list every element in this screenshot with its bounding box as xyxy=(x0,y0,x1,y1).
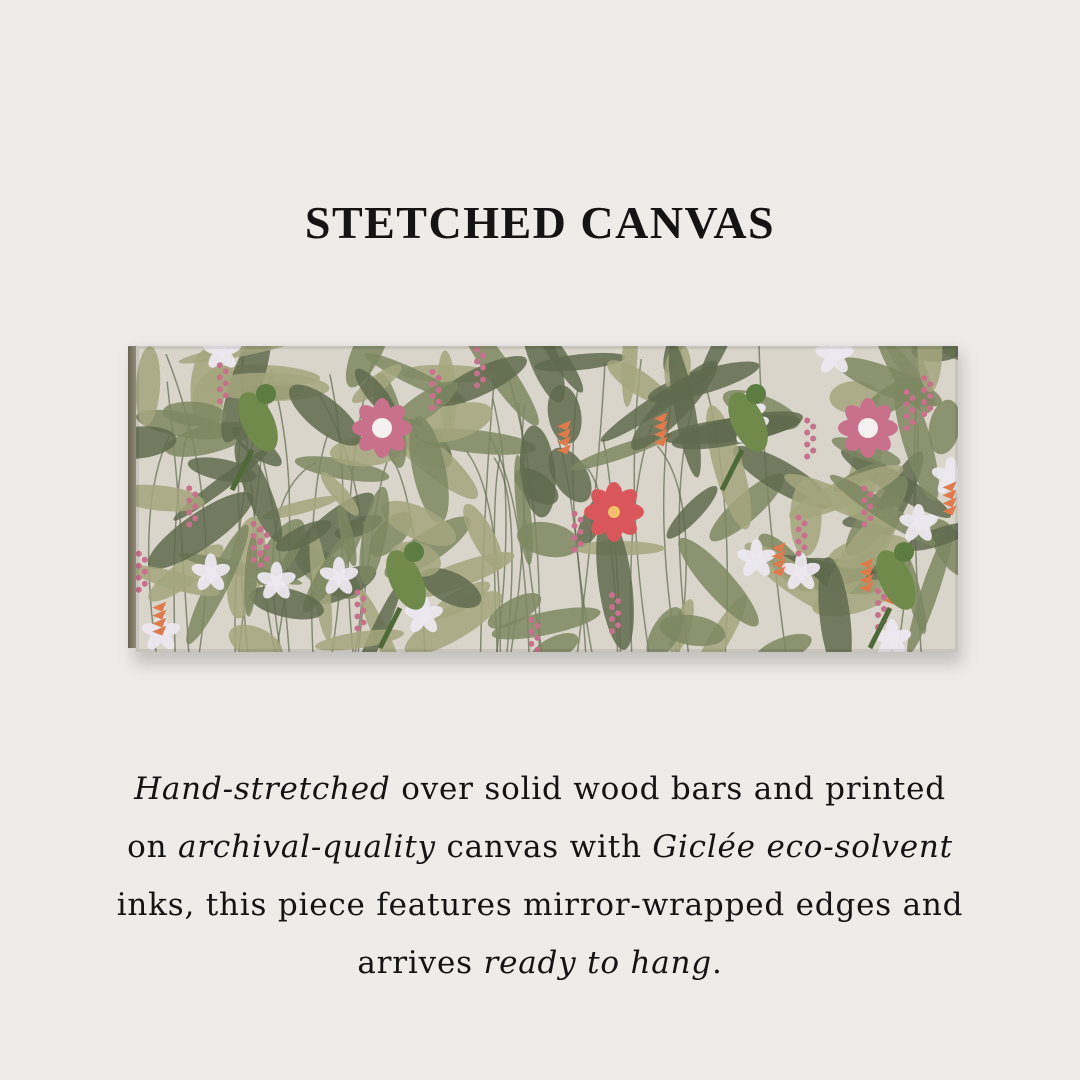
pink-flower-bud xyxy=(192,491,198,497)
pink-flower-bud xyxy=(875,588,881,594)
pink-flower-bud xyxy=(142,569,148,575)
pink-flower-bud xyxy=(802,521,808,527)
pink-flower-bud xyxy=(360,607,366,613)
pink-flower-bud xyxy=(251,533,257,539)
pink-flower-bud xyxy=(186,485,192,491)
pink-flower-bud xyxy=(217,362,223,368)
pink-flower-bud xyxy=(867,515,873,521)
pink-flower-bud xyxy=(921,387,927,393)
pink-flower-bud xyxy=(436,399,442,405)
pink-flower-bud xyxy=(615,610,621,616)
botanical-pattern-artwork xyxy=(136,346,958,652)
pink-flower-bud xyxy=(804,429,810,435)
pink-flower-bud xyxy=(810,447,816,453)
pink-flower-bud xyxy=(258,562,264,568)
pink-flower-bud xyxy=(609,604,615,610)
pink-flower-bud xyxy=(615,622,621,628)
pink-flower-bud xyxy=(258,550,264,556)
pink-flower-bud xyxy=(217,386,223,392)
pink-flower-bud xyxy=(910,419,916,425)
pink-flower-bud xyxy=(474,371,480,377)
pink-flower-bud xyxy=(436,387,442,393)
pink-flower-bud xyxy=(904,425,910,431)
pink-flower-bud xyxy=(861,497,867,503)
pink-flower-bud xyxy=(927,405,933,411)
pink-flower-bud xyxy=(186,497,192,503)
pink-flower-bud xyxy=(578,529,584,535)
pink-flower-bud xyxy=(609,628,615,634)
pink-flower-bud xyxy=(217,374,223,380)
pink-flower-bud xyxy=(804,453,810,459)
pink-flower-bud xyxy=(480,377,486,383)
description-emphasis-archival: archival-quality xyxy=(178,829,436,865)
pink-flower-bud xyxy=(810,423,816,429)
parrot-head xyxy=(404,542,424,562)
pink-flower-bud xyxy=(474,359,480,365)
flower-center xyxy=(372,418,392,438)
pink-flower-bud xyxy=(354,589,360,595)
pink-flower-bud xyxy=(251,557,257,563)
page-title: STETCHED CANVAS xyxy=(304,197,776,248)
product-description xyxy=(90,760,990,992)
pink-flower-bud xyxy=(354,601,360,607)
pink-flower-bud xyxy=(861,509,867,515)
pink-flower-bud xyxy=(186,521,192,527)
pink-flower-bud xyxy=(927,381,933,387)
description-emphasis-ready-to-hang: ready to hang xyxy=(483,945,712,981)
pink-flower-bud xyxy=(796,539,802,545)
pink-flower-bud xyxy=(921,399,927,405)
pink-flower-bud xyxy=(430,393,436,399)
canvas-print-image xyxy=(128,338,964,664)
description-text: . xyxy=(711,945,723,981)
pink-flower-bud xyxy=(861,521,867,527)
description-emphasis-giclee: Giclée eco-solvent xyxy=(652,829,953,865)
pink-flower-bud xyxy=(904,413,910,419)
pink-flower-bud xyxy=(578,541,584,547)
flower-center xyxy=(858,418,878,438)
pink-flower-bud xyxy=(910,395,916,401)
pink-flower-bud xyxy=(904,401,910,407)
pink-flower-bud xyxy=(802,545,808,551)
parrot-head xyxy=(256,384,276,404)
pink-flower-bud xyxy=(430,381,436,387)
pink-flower-bud xyxy=(258,526,264,532)
pink-flower-bud xyxy=(927,393,933,399)
pink-flower-bud xyxy=(354,625,360,631)
pink-flower-bud xyxy=(258,538,264,544)
description-emphasis-hand-stretched: Hand-stretched xyxy=(134,771,391,807)
pink-flower-bud xyxy=(436,375,442,381)
pink-flower-bud xyxy=(534,635,540,641)
pink-flower-bud xyxy=(223,368,229,374)
pink-flower-bud xyxy=(264,544,270,550)
description-text: canvas with xyxy=(435,829,653,865)
pink-flower-bud xyxy=(796,515,802,521)
pink-flower-bud xyxy=(572,547,578,553)
pink-flower-bud xyxy=(192,515,198,521)
pink-flower-bud xyxy=(534,623,540,629)
pink-flower-bud xyxy=(360,619,366,625)
pink-flower-bud xyxy=(810,435,816,441)
pink-flower-bud xyxy=(223,380,229,386)
pink-flower-bud xyxy=(264,556,270,562)
pink-flower-bud xyxy=(192,503,198,509)
pink-flower-bud xyxy=(480,365,486,371)
tropical-botanical-illustration xyxy=(136,346,958,652)
pink-flower-bud xyxy=(615,598,621,604)
pink-flower-bud xyxy=(186,509,192,515)
pink-flower-bud xyxy=(802,533,808,539)
pink-flower-bud xyxy=(430,369,436,375)
parrot-head xyxy=(894,542,914,562)
pink-flower-bud xyxy=(921,411,927,417)
pink-flower-bud xyxy=(904,389,910,395)
pink-flower-bud xyxy=(796,527,802,533)
pink-flower-bud xyxy=(875,600,881,606)
parrot-head xyxy=(746,384,766,404)
pink-flower-bud xyxy=(875,612,881,618)
pink-flower-bud xyxy=(609,592,615,598)
pink-flower-bud xyxy=(921,375,927,381)
description-text: arrives xyxy=(357,945,484,981)
description-text: over solid wood bars and printed xyxy=(390,771,946,807)
pink-flower-bud xyxy=(251,521,257,527)
pink-flower-bud xyxy=(572,535,578,541)
pink-flower-bud xyxy=(142,557,148,563)
pink-flower-bud xyxy=(861,485,867,491)
pink-flower-bud xyxy=(609,616,615,622)
pink-flower-bud xyxy=(480,353,486,359)
pink-flower-bud xyxy=(910,407,916,413)
pink-flower-bud xyxy=(528,617,534,623)
pink-flower-bud xyxy=(360,595,366,601)
description-text: inks, this piece features mirror-wrapped edges and xyxy=(116,887,964,923)
pink-flower-bud xyxy=(528,629,534,635)
pink-flower-bud xyxy=(223,392,229,398)
description-text: on xyxy=(127,829,178,865)
pink-flower-bud xyxy=(804,441,810,447)
pink-flower-bud xyxy=(867,491,873,497)
flower-center xyxy=(608,506,620,518)
pink-flower-bud xyxy=(430,405,436,411)
pink-flower-bud xyxy=(578,517,584,523)
pink-flower-bud xyxy=(796,551,802,557)
pink-flower-bud xyxy=(572,523,578,529)
pink-flower-bud xyxy=(528,641,534,647)
pink-flower-bud xyxy=(251,545,257,551)
pink-flower-bud xyxy=(804,417,810,423)
pink-flower-bud xyxy=(264,532,270,538)
pink-flower-bud xyxy=(354,613,360,619)
pink-flower-bud xyxy=(142,581,148,587)
pink-flower-bud xyxy=(572,511,578,517)
pink-flower-bud xyxy=(867,503,873,509)
pink-flower-bud xyxy=(217,398,223,404)
pink-flower-bud xyxy=(474,383,480,389)
